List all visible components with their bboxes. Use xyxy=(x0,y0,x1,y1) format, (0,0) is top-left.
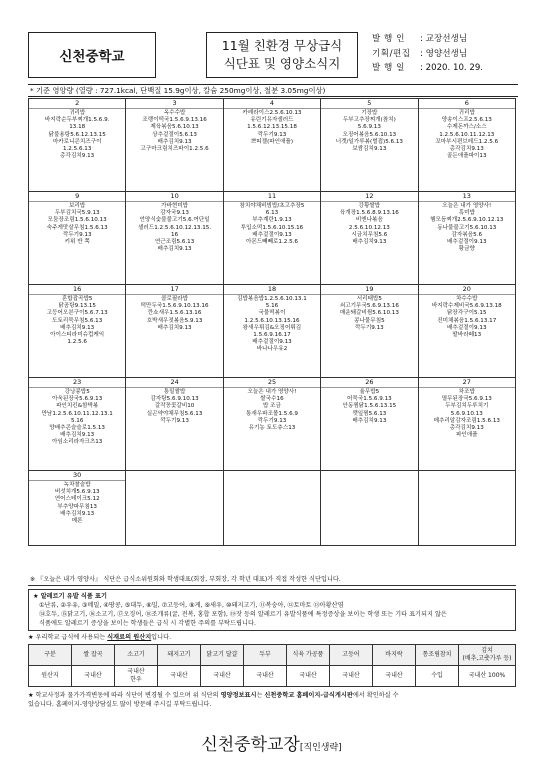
origin-header-row xyxy=(29,645,516,666)
calendar-week-row xyxy=(29,378,516,471)
menu-list xyxy=(321,109,417,153)
calendar-day-cell xyxy=(126,192,223,285)
menu-item: 1.5.6.9.16.17 xyxy=(253,332,291,339)
menu-item: 콜로필라밥 xyxy=(161,296,189,302)
calendar-day-cell xyxy=(223,378,320,471)
menu-item: 투입소떡1.5.6.10.15.16 xyxy=(240,224,304,231)
menu-item: 호박새우젓볶음5.9.13 xyxy=(146,317,203,324)
origin-title: 식재료의 원산지 xyxy=(107,634,152,641)
menu-item: 오늘은 내가 영양사! xyxy=(442,203,492,209)
calendar-day-cell xyxy=(126,99,223,192)
calendar-day-cell xyxy=(321,285,418,378)
menu-list xyxy=(29,388,125,447)
title-line-1: 11월 친환경 무상급식 xyxy=(221,38,343,53)
menu-item: 총각김치9.13 xyxy=(449,425,484,432)
menu-list xyxy=(321,202,417,246)
origin-value-cell: 국내산 xyxy=(287,666,330,687)
menu-item: 키위 반 쪽 xyxy=(64,239,90,246)
menu-item: 만남1.2.5.6.10.11.12.13.1 xyxy=(41,410,113,417)
header xyxy=(28,28,516,95)
calendar-day-cell xyxy=(418,471,515,546)
notes-section xyxy=(28,574,516,709)
menu-list xyxy=(321,388,417,425)
menu-item: 모둠장조림1.5.6.10.13 xyxy=(47,217,107,224)
menu-item: 쌀국수16 xyxy=(260,396,284,403)
calendar-day-cell xyxy=(126,471,223,546)
origin-value-row xyxy=(29,666,516,687)
calendar-day-cell xyxy=(321,99,418,192)
menu-item: 통밀쌀밥 xyxy=(163,389,186,395)
day-number: 27 xyxy=(419,378,515,388)
day-number: 30 xyxy=(29,471,125,481)
menu-item: 고등어오븐구이5.6.7.13 xyxy=(46,310,108,317)
origin-value-cell: 국내산 xyxy=(244,666,287,687)
menu-list xyxy=(29,109,125,160)
menu-item: 쇠고기무국5.6.9.13.16 xyxy=(339,303,399,310)
day-number: 18 xyxy=(224,285,320,295)
menu-item: 닭곰탕9.13.15 xyxy=(58,303,96,310)
publisher-row: 발 행 인 : 교장선생님 xyxy=(372,32,516,47)
menu-item: 배추겉절이9.13 xyxy=(252,339,292,346)
menu-change-text-2: 는 xyxy=(256,692,263,699)
calendar-day-cell xyxy=(223,99,320,192)
menu-item: 보쌈김치9.13 xyxy=(352,146,387,153)
menu-change-text-3: 에서 확인하실 수 xyxy=(352,692,399,699)
origin-header-cell: 고등어 xyxy=(330,645,373,666)
principal-signature xyxy=(0,730,543,755)
menu-list xyxy=(419,295,515,339)
menu-item: 감자탕5.6.9.10.13 xyxy=(150,396,199,403)
nutrition-info-label: 영양정보표시 xyxy=(220,692,257,699)
menu-item: 갈작꽁꽃갈비10 xyxy=(154,403,195,410)
menu-item: 바지락수제비국5.6.9.13.18 xyxy=(431,303,502,310)
menu-item: 상추겉절이5.6.13 xyxy=(152,131,197,138)
menu-item: 5.16 xyxy=(70,417,84,424)
menu-item: 파인치킨&함박볶 xyxy=(56,403,99,410)
calendar-day-cell xyxy=(29,285,126,378)
origin-value-cell: 국내산 xyxy=(373,666,416,687)
day-number: 17 xyxy=(126,285,222,295)
menu-list xyxy=(126,388,222,425)
editor-value: 영양선생님 xyxy=(425,48,468,59)
menu-item: 수제돈까스/소스 xyxy=(446,124,487,131)
menu-list xyxy=(224,202,320,246)
menu-item: 배추김치9.13 xyxy=(352,417,387,424)
menu-item: 바지락순두부찌개1.5.6.9. xyxy=(44,117,110,124)
menu-item: 샐러드1.2.5.6.10.12.13.15. xyxy=(138,224,212,231)
calendar-day-cell xyxy=(223,285,320,378)
menu-list xyxy=(419,109,515,160)
menu-item: 배추김치9.13 xyxy=(60,510,95,517)
menu-item: 언양식숯불불고기5.6.여단일 xyxy=(139,217,210,224)
calendar-day-cell xyxy=(223,192,320,285)
menu-item: 메추리알감자조림1.5.6.13 xyxy=(433,417,500,424)
menu-item: 배추김치9.13 xyxy=(157,324,192,331)
menu-item: 오징어볶음5.6.10.13 xyxy=(342,131,397,138)
day-number: 9 xyxy=(29,192,125,202)
menu-item: 배추겉절이9.13 xyxy=(447,239,487,246)
calendar-week-row xyxy=(29,285,516,378)
menu-item: 오늘은 내가 영양사! xyxy=(247,389,297,395)
menu-item: 메론 xyxy=(71,518,83,525)
menu-item: 황금향 xyxy=(458,246,475,253)
menu-item: 떡만두국1.5.6.9.10.13.16 xyxy=(140,303,209,310)
menu-item: 조랭이떡국1.5.6.9.13.16 xyxy=(142,117,207,124)
menu-item: 통새우파조볼1.5.6.9 xyxy=(245,410,298,417)
menu-item: 너겟/일가루볶(벌접)5.6.13 xyxy=(335,138,403,145)
menu-item: 배추김치9.13 xyxy=(157,138,192,145)
meal-table xyxy=(28,98,516,546)
menu-item: 깻잎찜5.6.13 xyxy=(352,410,387,417)
menu-item: 깍두기9.13 xyxy=(257,131,287,138)
menu-item: 귀리밥 xyxy=(69,110,86,116)
menu-item: 배추김치9.13 xyxy=(60,432,95,439)
menu-item: 1.2.5.6.10.11.12.13 xyxy=(439,131,495,138)
menu-item: 안동찜닭1.5.6.13.15 xyxy=(342,403,397,410)
menu-item: 버섯치개5.6.9.13 xyxy=(54,489,100,496)
menu-item: 닭장각구이5.15 xyxy=(447,310,487,317)
meal-calendar xyxy=(28,98,516,546)
menu-item: 도토리묵무침5.6.13 xyxy=(52,317,103,324)
menu-item: 바나나우유2 xyxy=(256,346,288,353)
menu-item: 연어스테이크5.12 xyxy=(54,496,100,503)
allergy-box xyxy=(28,589,516,631)
day-number: 24 xyxy=(126,378,222,388)
calendar-day-cell xyxy=(29,471,126,546)
menu-change-note xyxy=(28,691,516,709)
menu-item: 아욱된장국5.6.9.13 xyxy=(52,396,103,403)
menu-item: 1.2.5.6 xyxy=(67,339,87,346)
menu-list xyxy=(126,202,222,253)
menu-item: 닭불용탕5.6.12.13.15 xyxy=(48,131,106,138)
pubdate-label: 발 행 일 xyxy=(372,63,405,74)
menu-item: 배추겉절이9.13 xyxy=(252,231,292,238)
menu-item: 가바현미밥 xyxy=(161,203,189,209)
menu-item: 16 xyxy=(171,231,179,238)
menu-item: 두부김치국5.9.13 xyxy=(54,210,100,217)
origin-value-cell: 국내산 xyxy=(72,666,115,687)
origin-note xyxy=(28,633,516,642)
menu-item: 강황쌀밥 xyxy=(358,203,381,209)
menu-list xyxy=(224,295,320,354)
newsletter-page xyxy=(28,28,516,708)
day-number: 4 xyxy=(224,99,320,109)
school-name: 신천중학교 xyxy=(28,32,156,78)
origin-value-cell: 국내산 xyxy=(158,666,201,687)
origin-value-cell: 수입 xyxy=(416,666,459,687)
origin-header-cell: 식육 가공품 xyxy=(287,645,330,666)
calendar-day-cell xyxy=(418,99,515,192)
menu-item: 배추김치9.13 xyxy=(352,239,387,246)
calendar-day-cell xyxy=(126,378,223,471)
origin-value-cell: 원산지 xyxy=(29,666,72,687)
day-number: 5 xyxy=(321,99,417,109)
allergy-line-1: ①난류, ②우유, ③메밀, ④땅콩, ⑤대두, ⑥밀, ⑦고등어, ⑧게, ⑨새우, ⑩돼지고기, ⑪복숭아, ⑫토마토 ⑬아황산염 xyxy=(39,602,344,609)
menu-item: 서리태밥5 xyxy=(356,296,382,302)
menu-item: 유기농 토도츄스13 xyxy=(248,425,296,432)
menu-item: 녹차찰슬밥 xyxy=(63,482,91,488)
menu-item: 강낭콩밥5 xyxy=(64,389,90,395)
menu-item: 밥 조금 xyxy=(262,403,281,410)
menu-item: 13.18 xyxy=(69,124,86,131)
calendar-day-cell xyxy=(321,378,418,471)
menu-list xyxy=(29,481,125,525)
menu-list xyxy=(224,109,320,146)
calendar-day-cell xyxy=(418,378,515,471)
menu-item: 1.2.5.6.10.13.15.16 xyxy=(244,317,300,324)
origin-value-cell: 국내산 100% xyxy=(459,666,516,687)
day-number: 6 xyxy=(419,99,515,109)
day-number: 2 xyxy=(29,99,125,109)
publisher-value: 교장선생님 xyxy=(425,34,468,44)
origin-header-cell: 김치 (배추,고춧가루 등) xyxy=(459,645,516,666)
principal-name: 신천중학교장 xyxy=(201,735,300,755)
menu-item: 총각김치9.13 xyxy=(449,146,484,153)
menu-item: 두부김치두루치기 xyxy=(445,403,489,410)
menu-item: 5.6.9.10.13 xyxy=(450,410,483,417)
day-number: 12 xyxy=(321,192,417,202)
calendar-day-cell xyxy=(418,285,515,378)
menu-item: 차수수밥 xyxy=(455,296,478,302)
menu-item: 마카로니콘치즈구이 xyxy=(52,138,102,145)
menu-item: 멸무된장국5.6.9.13 xyxy=(441,396,492,403)
menu-item: 아이스티라미슈컵케익 xyxy=(50,332,105,339)
menu-item: 6.13 xyxy=(265,210,279,217)
calendar-day-cell xyxy=(223,471,320,546)
menu-item: 햄모듬찌개2.5.6.9.10.12.13 xyxy=(430,217,504,224)
title-line-2: 식단표 및 영양소식지 xyxy=(223,56,341,71)
menu-item: 5.6.9.13 xyxy=(357,124,381,131)
publisher-label: 발 행 인 xyxy=(372,34,405,44)
origin-value-cell: 국내산 한우 xyxy=(115,666,158,687)
menu-item: 매운돼갈비찜5.6.10.13 xyxy=(339,310,399,317)
menu-list xyxy=(126,109,222,153)
menu-item: 왕새우튀김&오징어튀김 xyxy=(242,324,302,331)
menu-item: 진미채볶음1.5.6.13.17 xyxy=(437,317,497,324)
origin-header-cell: 돼지고기 xyxy=(158,645,201,666)
menu-item: 감자국9.13 xyxy=(160,210,189,217)
menu-list xyxy=(419,388,515,439)
menu-item: 제육볶음5.6.10.13 xyxy=(150,124,199,131)
day-number: 10 xyxy=(126,192,222,202)
menu-item: 참치야채비빔밥/초고추장5 xyxy=(239,203,305,209)
menu-item: 국물떡볶이 xyxy=(258,310,286,317)
menu-item: 숙주게맛살무침1.5.6.13 xyxy=(46,224,108,231)
allergy-line-2: ⑭호두, ⑮닭고기, ⑯소고기, ⑰오징어, ⑱조개류(굴, 전복, 홍합 포함), ⑲잣 등의 알레르기 유발식품에 특정증상을 보이는 학생 또는 기타 표기되지 않은 xyxy=(39,611,447,618)
menu-item: 혼합잡곡밥5 xyxy=(61,296,93,302)
menu-item: 콩나물무침5 xyxy=(354,317,385,324)
origin-table xyxy=(28,644,516,687)
seal-omitted: [직인생략] xyxy=(299,743,342,753)
pubdate-value: 2020. 10. 29. xyxy=(425,63,484,74)
origin-header-cell: 소고기 xyxy=(115,645,158,666)
allergy-line-3: 식품에도 알레르기 증상을 보이는 학생들은 급식 시 각별한 주의를 부탁드립니다. xyxy=(39,620,256,627)
calendar-day-cell xyxy=(321,192,418,285)
calendar-day-cell xyxy=(418,192,515,285)
calendar-day-cell xyxy=(126,285,223,378)
origin-note-suffix: 입니다. xyxy=(151,634,172,641)
menu-item: 1.5.6.12.13.15.18 xyxy=(247,124,297,131)
menu-item: 차조밥 xyxy=(458,389,475,395)
menu-list xyxy=(29,202,125,246)
menu-item: 총각김치9.13 xyxy=(60,153,95,160)
allergy-title: ★ 알레르기 유발 식품 표기 xyxy=(33,593,107,600)
menu-item: 부추양파무침13 xyxy=(57,503,97,510)
menu-item: 양배추콘슬슬로1.5.13 xyxy=(49,425,105,432)
menu-item: 기장밥 xyxy=(361,110,378,116)
menu-item: 5.16 xyxy=(265,303,279,310)
publication-info xyxy=(372,32,516,76)
menu-list xyxy=(224,388,320,432)
origin-header-cell: 통조림참치 xyxy=(416,645,459,666)
menu-item: 깍두기9.13 xyxy=(257,417,287,424)
calendar-day-cell xyxy=(29,378,126,471)
calendar-week-row xyxy=(29,99,516,192)
menu-item: 카레라이스2.5.6.10.13 xyxy=(242,110,302,116)
menu-item: 동나불불고기5.6.10.13 xyxy=(437,224,497,231)
day-number: 25 xyxy=(224,378,320,388)
menu-change-text-4: 있습니다. 홈페이지-영양상담실도 많이 방문해 주시길 부탁드립니다. xyxy=(28,701,212,708)
menu-item: 시금치무침5.6 xyxy=(351,231,388,238)
newsletter-title xyxy=(206,32,358,78)
calendar-day-cell xyxy=(321,471,418,546)
menu-item: 1.2.5.6.13 xyxy=(62,146,92,153)
menu-item: 딸바라떼13 xyxy=(452,332,482,339)
calendar-day-cell xyxy=(29,192,126,285)
origin-note-prefix: ★ 우리학교 급식에 사용되는 xyxy=(28,634,106,641)
origin-value-cell: 국내산 xyxy=(201,666,244,687)
editor-label: 기획/편집 xyxy=(372,48,411,59)
menu-item: 깍두기9.13 xyxy=(355,324,384,331)
editor-row: 기획/편집 : 영양선생님 xyxy=(372,47,516,62)
menu-item: 부추계란1.9.13 xyxy=(252,217,292,224)
menu-item: 깐쇼새우1.5.6.13.16 xyxy=(147,310,202,317)
origin-header-cell: 두부 xyxy=(244,645,287,666)
menu-item: 고구마크림치즈파이1.2.5.6 xyxy=(140,146,209,153)
menu-list xyxy=(419,202,515,253)
menu-item: 아몬드빼빼로1.2.5.6 xyxy=(245,239,298,246)
menu-item: 실곤약야채무침5.6.13 xyxy=(146,410,203,417)
menu-item: 쁘띠젤(파인애플) xyxy=(250,138,294,145)
menu-item: 두부고추장찌개(참치) xyxy=(342,117,396,124)
menu-item: 연근조림5.6.13 xyxy=(154,239,195,246)
origin-header-cell: 닭고기 달걀 xyxy=(201,645,244,666)
origin-value-cell: 국내산 xyxy=(330,666,373,687)
day-number: 11 xyxy=(224,192,320,202)
menu-item: 배추김치9.13 xyxy=(60,324,95,331)
calendar-week-row xyxy=(29,471,516,546)
student-menu-note: ※ 『오늘은 내가 영양사』 식단은 급식소위원회와 학생대표(회장, 부회장, 각 학년 대표)가 직접 작성한 식단입니다. xyxy=(28,574,516,586)
menu-item: 율무밥5 xyxy=(359,389,380,395)
menu-item: 감자볶음5.6 xyxy=(451,231,483,238)
homepage-board-link[interactable]: 신천중학교 홈페이지-급식게시판 xyxy=(264,692,353,699)
day-number: 23 xyxy=(29,378,125,388)
menu-item: 어묵국1.5.6.9.13 xyxy=(347,396,392,403)
pubdate-row: 발 행 일 : 2020. 10. 29. xyxy=(372,61,516,76)
calendar-week-row xyxy=(29,192,516,285)
menu-item: 아임소리라자크츠13 xyxy=(52,439,103,446)
day-number: 26 xyxy=(321,378,417,388)
menu-item: 배추겉절이9.13 xyxy=(447,324,487,331)
origin-header-cell: 쌀 잡곡 xyxy=(72,645,115,666)
calendar-day-cell xyxy=(29,99,126,192)
menu-item: 육개장1.5.6.8.9.13.16 xyxy=(339,210,399,217)
day-number: 13 xyxy=(419,192,515,202)
menu-change-text-1: ★ 학교사정과 물가가격변동에 따라 식단이 변경될 수 있으며 위 식단의 xyxy=(28,692,219,699)
nutrition-standard: * 기준 영양량 (열량 : 727.1kcal, 단백질 15.9g이상, 칼슘 250mg이상, 철분 3.05mg이상) xyxy=(28,84,518,97)
menu-item: 파인애플 xyxy=(455,432,478,439)
menu-item: 김밥볶음밥1.2.5.6.10.13.1 xyxy=(237,296,307,302)
menu-item: 보리밥 xyxy=(69,203,86,209)
menu-item: 골든애플파이13 xyxy=(447,153,487,160)
menu-item: 깍두기9.13 xyxy=(160,417,189,424)
day-number: 20 xyxy=(419,285,515,295)
menu-item: 유린기유자샐러드 xyxy=(250,117,294,124)
menu-item: 옥수수밥 xyxy=(163,110,186,116)
menu-list xyxy=(29,295,125,346)
day-number: 16 xyxy=(29,285,125,295)
menu-item: 2.5.6.10.12.13 xyxy=(348,224,390,231)
origin-header-cell: 구분 xyxy=(29,645,72,666)
menu-item: 흑미밥 xyxy=(458,210,475,217)
menu-item: 비엔나볶음 xyxy=(355,217,383,224)
menu-item: 배추김치9.13 xyxy=(157,246,192,253)
menu-item: 꼬마부시편브레드1.2.5.6 xyxy=(435,138,499,145)
menu-list xyxy=(321,295,417,332)
menu-item: 귀리밥 xyxy=(458,110,475,116)
day-number: 19 xyxy=(321,285,417,295)
day-number: 3 xyxy=(126,99,222,109)
origin-header-cell: 바지락 xyxy=(373,645,416,666)
menu-list xyxy=(126,295,222,332)
menu-item: 깍두기9.13 xyxy=(62,231,92,238)
menu-item: 양송이스프2.5.6.13 xyxy=(441,117,492,124)
